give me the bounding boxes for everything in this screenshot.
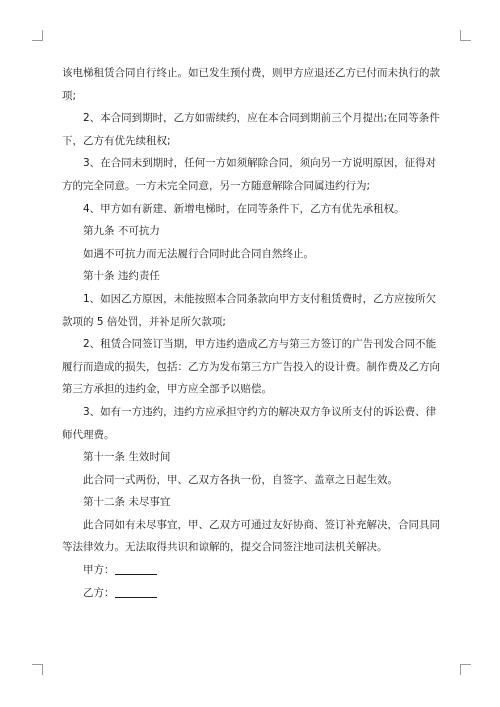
party-a-signature-line	[62, 559, 446, 582]
crop-mark-bottom-right	[460, 664, 471, 675]
article-11-body: 此合同一式两份，甲、乙双方各执一份，自签字、盖章之日起生效。	[83, 473, 398, 486]
crop-mark-bottom-left	[32, 664, 43, 675]
article-10-clause-3: 3、如有一方违约，违约方应承担守约方的解决双方争议所支付的诉讼费、律师代理费。	[62, 405, 437, 441]
party-a-signature-blank	[115, 562, 157, 575]
crop-mark-top-left	[32, 30, 43, 41]
article-11-heading: 第十一条 生效时间	[83, 451, 171, 464]
article-10-clause-2: 2、租赁合同签订当期，甲方违约造成乙方与第三方签订的广告刊发合同不能履行而造成的损失，包括：乙方为发布第三方广告投入的设计费。制作费及乙方向第三方承担的违约金，甲方应全部予以赔偿。	[62, 338, 440, 396]
party-b-label: 乙方：	[83, 586, 115, 599]
document-body	[62, 62, 446, 604]
clause-priority-lease: 4、甲方如有新建、新增电梯时，在同等条件下，乙方有优先承租权。	[83, 202, 405, 215]
article-10-clause-1: 1、如因乙方原因，未能按照本合同条款向甲方支付租赁费时，乙方应按所欠款项的 5 倍处罚，并补足所欠款项;	[62, 292, 437, 328]
article-12-body: 此合同如有未尽事宜，甲、乙双方可通过友好协商、签订补充解决，合同具同等法律效力。无法取得共识和谅解的，提交合同签注地司法机关解决。	[62, 518, 440, 554]
crop-mark-top-right	[460, 30, 471, 41]
clause-renewal: 2、本合同到期时，乙方如需续约，应在本合同到期前三个月提出;在同等条件下，乙方有优先续租权;	[62, 112, 440, 147]
clause-termination: 3、在合同未到期时，任何一方如须解除合同，须向另一方说明原因，征得对方的完全同意。一方未完全同意，另一方随意解除合同属违约行为;	[62, 157, 437, 192]
article-9-body: 如遇不可抗力而无法履行合同时此合同自然终止。	[83, 247, 314, 260]
party-b-signature-blank	[115, 585, 157, 598]
article-12-heading: 第十二条 未尽事宜	[83, 496, 171, 509]
party-a-label: 甲方：	[83, 564, 115, 577]
article-9-heading: 第九条 不可抗力	[83, 225, 160, 238]
party-b-signature-line	[62, 582, 446, 605]
article-10-heading: 第十条 违约责任	[83, 270, 160, 283]
paragraph-continuation: 该电梯租赁合同自行终止。如已发生预付费，则甲方应退还乙方已付而未执行的款项;	[62, 67, 440, 102]
